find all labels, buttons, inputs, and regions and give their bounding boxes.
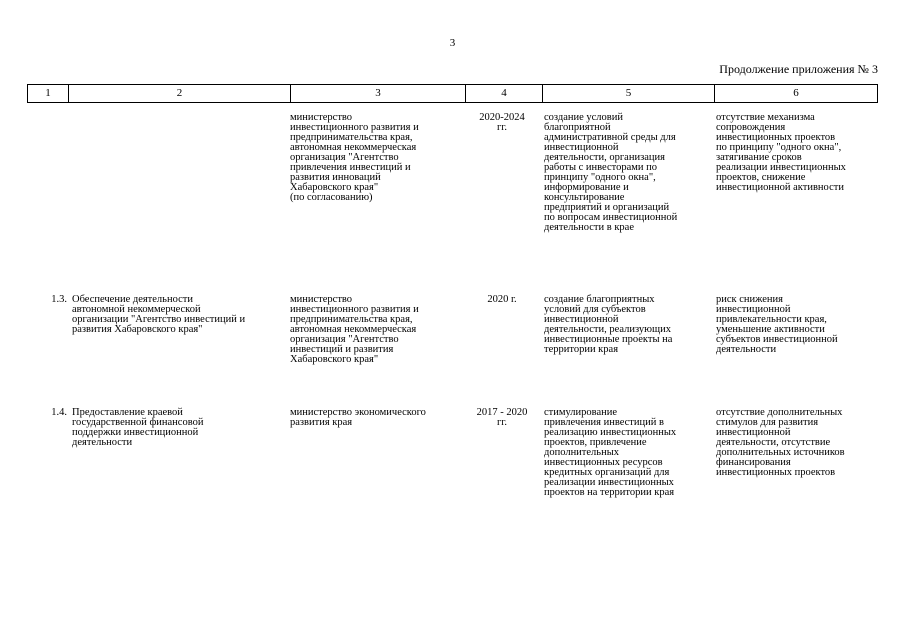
term: 2020-2024 гг. [479,112,525,133]
row-number: 1.4. [51,407,67,418]
expected-result: создание условий благоприятной административной среды для инвестиционной деятельности, организация работы с инвесторами по принципу "одного окна", информирование и консультирование предприятий и организаций по вопросам инвестиционной деятельности в крае [544,112,678,233]
header-col-2: 2 [68,85,290,102]
page-number: 3 [449,37,456,49]
activity-name: Предоставление краевой государственной финансовой поддержки инвестиционной деятельности [72,407,204,448]
header-col-5: 5 [542,85,714,102]
executor: министерство инвестиционного развития и предпринимательства края, автономная некоммерческая организация "Агентство привлечения инвестиций и развития инноваций Хабаровского края" (по согласованию) [290,112,419,203]
executor: министерство инвестиционного развития и предпринимательства края, автономная некоммерческая организация "Агентство инвестиций и развития Хабаровского края" [290,294,419,365]
expected-result: стимулирование привлечения инвестиций в реализацию инвестиционных проектов, привлечение дополнительных инвестиционных ресурсов кредитных организаций для реализации инвестиционных проектов на территории края [544,407,677,498]
term: 2017 - 2020 гг. [476,407,528,428]
risk-consequence: отсутствие механизма сопровождения инвестиционных проектов по принципу "одного окна", затягивание сроков реализации инвестиционных проектов, снижение инвестиционной активности [716,112,846,193]
activity-name: Обеспечение деятельности автономной некоммерческой организации "Агентство инвестиций и развития Хабаровского края" [72,294,246,335]
risk-consequence: отсутствие дополнительных стимулов для развития инвестиционной деятельности, отсутствие дополнительных источников финансирования инвестиционных проектов [716,407,845,478]
table-header [27,84,878,103]
header-col-6: 6 [714,85,877,102]
executor: министерство экономического развития края [290,407,426,428]
risk-consequence: риск снижения инвестиционной привлекательности края, уменьшение активности субъектов инвестиционной деятельности [716,294,838,355]
header-col-3: 3 [290,85,465,102]
continuation-label: Продолжение приложения № 3 [719,62,878,76]
header-col-1: 1 [45,87,51,99]
row-number: 1.3. [51,294,67,305]
term: 2020 г. [487,294,517,305]
header-col-4: 4 [465,85,542,102]
expected-result: создание благоприятных условий для субъектов инвестиционной деятельности, реализующих инвестиционные проекты на территории края [544,294,673,355]
